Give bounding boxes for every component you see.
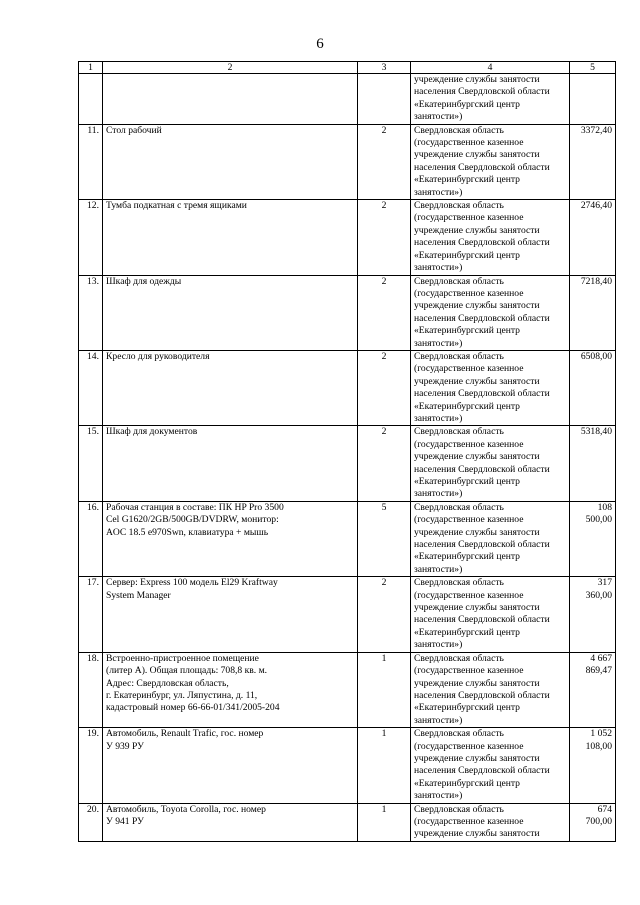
cell-value: 108 500,00 (570, 501, 616, 576)
org-line: занятости») (414, 337, 463, 349)
org-line: учреждение службы занятости (414, 224, 540, 236)
name-line: У 939 РУ (106, 740, 144, 752)
name-line: Автомобиль, Toyota Corolla, гос. номер (106, 803, 266, 815)
cell-value: 674 700,00 (570, 803, 616, 841)
org-line: занятости») (414, 714, 463, 726)
cell-qty: 5 (358, 501, 411, 576)
org-line: «Екатеринбургский центр (414, 702, 520, 714)
org-line: учреждение службы занятости (414, 451, 540, 463)
table-row (79, 350, 616, 425)
cell-num: 14. (79, 350, 103, 425)
org-line: Свердловская область (414, 728, 504, 740)
cell-name (103, 350, 358, 425)
cell-qty: 2 (358, 577, 411, 652)
name-line: Автомобиль, Renault Trafic, гос. номер (106, 728, 264, 740)
cell-qty: 1 (358, 728, 411, 803)
cell-num: 15. (79, 426, 103, 501)
cell-num: 18. (79, 652, 103, 727)
org-line: Свердловская область (414, 426, 504, 438)
cell-value: 1 052 108,00 (570, 728, 616, 803)
name-line: Тумба подкатная с тремя ящиками (106, 200, 247, 212)
table-row (79, 426, 616, 501)
org-line: занятости») (414, 412, 463, 424)
cell-num: 19. (79, 728, 103, 803)
cell-value: 5318,40 (570, 426, 616, 501)
name-line: Кресло для руководителя (106, 350, 210, 362)
org-line: «Екатеринбургский центр (414, 626, 520, 638)
name-line: У 941 РУ (106, 815, 144, 827)
org-line: (государственное казенное (414, 212, 524, 224)
cell-org (411, 728, 570, 803)
header-col-1: 1 (79, 62, 103, 74)
name-line: Стол рабочий (106, 124, 162, 136)
org-line: учреждение службы занятости (414, 602, 540, 614)
cell-num: 12. (79, 200, 103, 275)
cell-value: 6508,00 (570, 350, 616, 425)
org-line: Свердловская область (414, 275, 504, 287)
org-line: занятости») (414, 262, 463, 274)
org-line: учреждение службы занятости (414, 149, 540, 161)
name-line: Шкаф для одежды (106, 275, 182, 287)
cell-qty: 1 (358, 652, 411, 727)
cell-org (411, 275, 570, 350)
name-line: (литер А). Общая площадь: 708,8 кв. м. (106, 665, 268, 677)
cell-num (79, 74, 103, 125)
cell-value: 4 667 869,47 (570, 652, 616, 727)
cell-org (411, 350, 570, 425)
cell-name (103, 426, 358, 501)
org-line: занятости») (414, 563, 463, 575)
cell-org (411, 501, 570, 576)
table-row (79, 275, 616, 350)
cell-value: 317 360,00 (570, 577, 616, 652)
continuation-row (79, 74, 616, 125)
org-line: (государственное казенное (414, 665, 524, 677)
cell-name (103, 652, 358, 727)
cell-org (411, 200, 570, 275)
name-line: Cel G1620/2GB/500GB/DVDRW, монитор: (106, 514, 279, 526)
property-table (78, 61, 616, 842)
cell-qty: 2 (358, 426, 411, 501)
org-line: населения Свердловской области (414, 765, 550, 777)
name-line: Встроенно-пристроенное помещение (106, 652, 259, 664)
org-line: населения Свердловской области (414, 312, 550, 324)
cell-qty: 1 (358, 803, 411, 841)
org-line: учреждение службы занятости (414, 828, 540, 840)
org-line: (государственное казенное (414, 815, 524, 827)
org-line: занятости») (414, 790, 463, 802)
org-line: Свердловская область (414, 803, 504, 815)
org-line: занятости») (414, 488, 463, 500)
header-col-3: 3 (358, 62, 411, 74)
table-row (79, 124, 616, 199)
cell-num: 13. (79, 275, 103, 350)
name-line: Адрес: Свердловская область, (106, 677, 229, 689)
cell-num: 16. (79, 501, 103, 576)
table-row (79, 728, 616, 803)
org-line: (государственное казенное (414, 287, 524, 299)
name-line: System Manager (106, 589, 171, 601)
cell-qty (358, 74, 411, 125)
cell-name (103, 74, 358, 125)
table-row (79, 577, 616, 652)
table-row (79, 652, 616, 727)
org-line: занятости») (414, 639, 463, 651)
table-row (79, 501, 616, 576)
org-line: «Екатеринбургский центр (414, 777, 520, 789)
org-line: «Екатеринбургский центр (414, 174, 520, 186)
org-line: занятости») (414, 186, 463, 198)
cell-org (411, 426, 570, 501)
name-line: Рабочая станция в составе: ПК HP Pro 3500 (106, 501, 284, 513)
org-line: населения Свердловской области (414, 614, 550, 626)
cell-qty: 2 (358, 200, 411, 275)
org-line: Свердловская область (414, 501, 504, 513)
cell-name (103, 803, 358, 841)
org-line: «Екатеринбургский центр (414, 249, 520, 261)
org-line: «Екатеринбургский центр (414, 98, 520, 110)
cell-name (103, 577, 358, 652)
org-line: (государственное казенное (414, 363, 524, 375)
name-line: Сервер: Express 100 модель El29 Kraftway (106, 577, 278, 589)
org-line: учреждение службы занятости (414, 752, 540, 764)
org-line: населения Свердловской области (414, 388, 550, 400)
org-line: Свердловская область (414, 577, 504, 589)
header-col-5: 5 (570, 62, 616, 74)
name-line: кадастровый номер 66-66-01/341/2005-204 (106, 702, 280, 714)
name-line: г. Екатеринбург, ул. Ляпустина, д. 11, (106, 689, 258, 701)
org-line: (государственное казенное (414, 137, 524, 149)
cell-name (103, 728, 358, 803)
table-row (79, 803, 616, 841)
org-line: населения Свердловской области (414, 161, 550, 173)
cell-num: 17. (79, 577, 103, 652)
org-line: «Екатеринбургский центр (414, 400, 520, 412)
org-line: учреждение службы занятости (414, 74, 540, 85)
org-line: учреждение службы занятости (414, 300, 540, 312)
cell-org (411, 577, 570, 652)
cell-org (411, 74, 570, 125)
cell-org (411, 124, 570, 199)
cell-value: 3372,40 (570, 124, 616, 199)
cell-org (411, 652, 570, 727)
cell-qty: 2 (358, 350, 411, 425)
cell-qty: 2 (358, 275, 411, 350)
org-line: (государственное казенное (414, 514, 524, 526)
cell-org (411, 803, 570, 841)
org-line: Свердловская область (414, 350, 504, 362)
cell-num: 11. (79, 124, 103, 199)
header-col-4: 4 (411, 62, 570, 74)
org-line: населения Свердловской области (414, 86, 550, 98)
org-line: учреждение службы занятости (414, 677, 540, 689)
cell-name (103, 501, 358, 576)
org-line: населения Свердловской области (414, 463, 550, 475)
header-col-2: 2 (103, 62, 358, 74)
cell-value: 2746,40 (570, 200, 616, 275)
cell-name (103, 124, 358, 199)
org-line: Свердловская область (414, 124, 504, 136)
cell-qty: 2 (358, 124, 411, 199)
name-line: AOC 18.5 e970Swn, клавиатура + мышь (106, 526, 269, 538)
org-line: занятости») (414, 111, 463, 123)
org-line: (государственное казенное (414, 589, 524, 601)
org-line: учреждение службы занятости (414, 375, 540, 387)
cell-value: 7218,40 (570, 275, 616, 350)
table-row (79, 200, 616, 275)
org-line: (государственное казенное (414, 740, 524, 752)
cell-name (103, 275, 358, 350)
header-row (79, 62, 616, 74)
org-line: «Екатеринбургский центр (414, 551, 520, 563)
org-line: (государственное казенное (414, 438, 524, 450)
table-body (79, 74, 616, 842)
org-line: населения Свердловской области (414, 689, 550, 701)
org-line: «Екатеринбургский центр (414, 476, 520, 487)
cell-name (103, 200, 358, 275)
page-number: 6 (316, 36, 324, 52)
cell-value (570, 74, 616, 125)
org-line: Свердловская область (414, 200, 504, 212)
org-line: учреждение службы занятости (414, 526, 540, 538)
cell-num: 20. (79, 803, 103, 841)
org-line: Свердловская область (414, 652, 504, 664)
name-line: Шкаф для документов (106, 426, 198, 438)
org-line: населения Свердловской области (414, 237, 550, 249)
org-line: населения Свердловской области (414, 539, 550, 551)
org-line: «Екатеринбургский центр (414, 325, 520, 337)
